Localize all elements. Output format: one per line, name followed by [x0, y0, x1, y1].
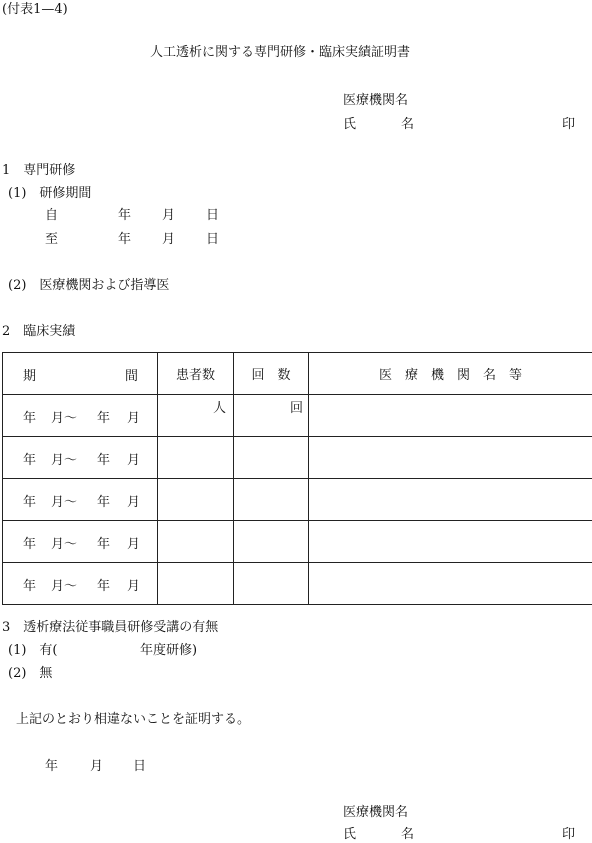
institution-cell[interactable]: [309, 437, 592, 479]
to-year-label: 年: [118, 232, 132, 247]
institution-cell[interactable]: [309, 479, 592, 521]
section3-item1-label: (1) 有(: [8, 643, 58, 658]
section3-item1-suffix: 年度研修): [140, 643, 198, 658]
period-cell: [3, 563, 158, 605]
clinical-record-table: [2, 352, 592, 605]
period-month-start: 月〜: [51, 411, 78, 426]
institution-cell[interactable]: [309, 563, 592, 605]
patients-cell[interactable]: [158, 563, 234, 605]
period-cell: [3, 521, 158, 563]
table-row: [3, 479, 592, 521]
period-month-end: 月: [127, 537, 141, 552]
count-cell[interactable]: [234, 395, 309, 437]
table-row: [3, 437, 592, 479]
section1-item2: (2) 医療機関および指導医: [8, 278, 170, 293]
period-cell: [3, 395, 158, 437]
period-year-start: 年: [23, 453, 37, 468]
to-day-label: 日: [206, 232, 220, 247]
footer-seal-label: 印: [562, 827, 576, 842]
header-seal-label: 印: [562, 117, 576, 132]
period-month-start: 月〜: [51, 579, 78, 594]
header-institution-label: 医療機関名: [343, 93, 409, 108]
period-year-end: 年: [97, 537, 111, 552]
count-cell[interactable]: [234, 521, 309, 563]
section3-item2: (2) 無: [8, 666, 53, 681]
footer-name-label-2: 名: [401, 827, 415, 842]
header-name-label-2: 名: [401, 117, 415, 132]
patients-unit: 人: [213, 401, 227, 416]
footer-institution-label: 医療機関名: [343, 805, 409, 820]
certification-statement: 上記のとおり相違ないことを証明する。: [16, 712, 251, 727]
column-header-period: [3, 353, 158, 395]
institution-cell[interactable]: [309, 521, 592, 563]
period-header-start: 期: [23, 369, 37, 384]
to-month-label: 月: [162, 232, 176, 247]
header-name-label-1: 氏: [343, 117, 357, 132]
period-cell: [3, 437, 158, 479]
column-header-count: 回 数: [234, 353, 309, 395]
period-year-start: 年: [23, 411, 37, 426]
from-label: 自: [45, 208, 59, 223]
period-header-end: 間: [125, 369, 139, 384]
institution-cell[interactable]: [309, 395, 592, 437]
footer-name-label-1: 氏: [343, 827, 357, 842]
table-row: [3, 563, 592, 605]
from-year-label: 年: [118, 208, 132, 223]
period-month-start: 月〜: [51, 453, 78, 468]
period-month-start: 月〜: [51, 495, 78, 510]
section1-item1: (1) 研修期間: [8, 186, 92, 201]
page-title: 人工透析に関する専門研修・臨床実績証明書: [150, 45, 411, 60]
period-year-end: 年: [97, 453, 111, 468]
period-cell: [3, 479, 158, 521]
table-row: [3, 521, 592, 563]
period-year-end: 年: [97, 495, 111, 510]
period-month-end: 月: [127, 411, 141, 426]
column-header-institution: 医 療 機 関 名 等: [309, 353, 592, 395]
period-year-end: 年: [97, 411, 111, 426]
date-month-label: 月: [90, 759, 104, 774]
date-year-label: 年: [45, 759, 59, 774]
period-month-end: 月: [127, 453, 141, 468]
count-unit: 回: [290, 401, 304, 416]
count-cell[interactable]: [234, 479, 309, 521]
table-header-row: [3, 353, 592, 395]
section1-heading: 1 専門研修: [2, 163, 76, 178]
from-day-label: 日: [206, 208, 220, 223]
count-cell[interactable]: [234, 563, 309, 605]
to-label: 至: [45, 232, 59, 247]
period-month-start: 月〜: [51, 537, 78, 552]
period-month-end: 月: [127, 579, 141, 594]
patients-cell[interactable]: [158, 437, 234, 479]
table-row: [3, 395, 592, 437]
period-year-start: 年: [23, 537, 37, 552]
period-month-end: 月: [127, 495, 141, 510]
period-year-start: 年: [23, 495, 37, 510]
date-day-label: 日: [133, 759, 147, 774]
appendix-label: (付表1—4): [2, 2, 68, 17]
period-year-start: 年: [23, 579, 37, 594]
patients-cell[interactable]: [158, 479, 234, 521]
section2-heading: 2 臨床実績: [2, 324, 76, 339]
count-cell[interactable]: [234, 437, 309, 479]
column-header-patients: 患者数: [158, 353, 234, 395]
patients-cell[interactable]: [158, 521, 234, 563]
section3-heading: 3 透析療法従事職員研修受講の有無: [2, 620, 219, 635]
period-year-end: 年: [97, 579, 111, 594]
from-month-label: 月: [162, 208, 176, 223]
patients-cell[interactable]: [158, 395, 234, 437]
